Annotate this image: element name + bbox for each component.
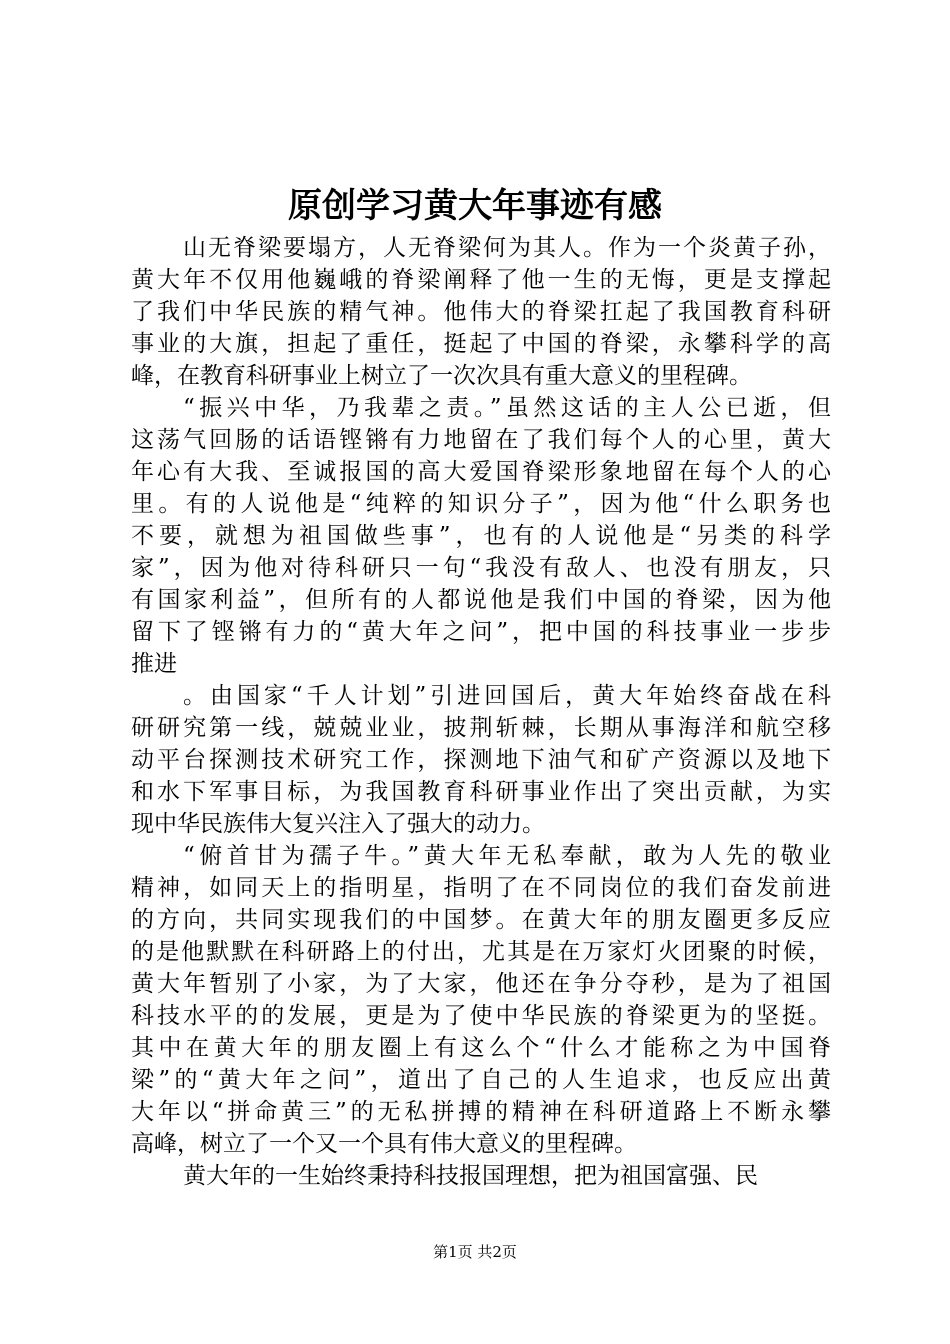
- text-line: 不要，就想为祖国做些事”，也有的人说他是“另类的科学: [131, 523, 831, 549]
- text-line: 研研究第一线，兢兢业业，披荆斩棘，长期从事海洋和航空移: [131, 715, 831, 741]
- text-line: 黄大年暂别了小家，为了大家，他还在争分夺秒，是为了祖国: [131, 971, 831, 997]
- text-line: 这荡气回肠的话语铿锵有力地留在了我们每个人的心里，黄大: [131, 427, 831, 453]
- text-line: 峰，在教育科研事业上树立了一次次具有重大意义的里程碑。: [131, 363, 752, 389]
- document-title: 原创学习黄大年事迹有感: [288, 186, 662, 226]
- page-footer: 第1页 共2页: [433, 1243, 517, 1261]
- text-line: “俯首甘为孺子牛。”黄大年无私奉献，敢为人先的敬业: [183, 843, 831, 869]
- text-line: 事业的大旗，担起了重任，挺起了中国的脊梁，永攀科学的高: [131, 331, 831, 357]
- text-line: 留下了铿锵有力的“黄大年之问”，把中国的科技事业一步步: [131, 619, 831, 645]
- text-line: 高峰，树立了一个又一个具有伟大意义的里程碑。: [131, 1131, 637, 1157]
- text-line: 现中华民族伟大复兴注入了强大的动力。: [131, 811, 545, 837]
- text-line: 动平台探测技术研究工作，探测地下油气和矿产资源以及地下: [131, 747, 831, 773]
- text-line: 年心有大我、至诚报国的高大爱国脊梁形象地留在每个人的心: [131, 459, 831, 485]
- text-line: 大年以“拼命黄三”的无私拼搏的精神在科研道路上不断永攀: [131, 1099, 831, 1125]
- text-line: 的是他默默在科研路上的付出，尤其是在万家灯火团聚的时候，: [131, 939, 831, 965]
- text-line: 里。有的人说他是“纯粹的知识分子”，因为他“什么职务也: [131, 491, 831, 517]
- text-line: 有国家利益”，但所有的人都说他是我们中国的脊梁，因为他: [131, 587, 831, 613]
- text-line: 科技水平的的发展，更是为了使中华民族的脊梁更为的坚挺。: [131, 1003, 831, 1029]
- text-line: 梁”的“黄大年之问”，道出了自己的人生追求，也反应出黄: [131, 1067, 831, 1093]
- text-line: 其中在黄大年的朋友圈上有这么个“什么才能称之为中国脊: [131, 1035, 831, 1061]
- text-line: 推进: [131, 651, 177, 677]
- text-line: 黄大年的一生始终秉持科技报国理想，把为祖国富强、民: [183, 1163, 758, 1189]
- text-line: 的方向，共同实现我们的中国梦。在黄大年的朋友圈更多反应: [131, 907, 831, 933]
- document-body: [131, 232, 831, 1192]
- text-line: “振兴中华，乃我辈之责。”虽然这话的主人公已逝，但: [183, 395, 831, 421]
- text-line: 和水下军事目标，为我国教育科研事业作出了突出贡献，为实: [131, 779, 831, 805]
- text-line: 黄大年不仅用他巍峨的脊梁阐释了他一生的无悔，更是支撑起: [131, 267, 831, 293]
- text-line: 山无脊梁要塌方，人无脊梁何为其人。作为一个炎黄子孙，: [183, 235, 831, 261]
- text-line: 。由国家“千人计划”引进回国后，黄大年始终奋战在科: [183, 683, 831, 709]
- text-line: 了我们中华民族的精气神。他伟大的脊梁扛起了我国教育科研: [131, 299, 831, 325]
- text-line: 家”，因为他对待科研只一句“我没有敌人、也没有朋友，只: [131, 555, 831, 581]
- text-line: 精神，如同天上的指明星，指明了在不同岗位的我们奋发前进: [131, 875, 831, 901]
